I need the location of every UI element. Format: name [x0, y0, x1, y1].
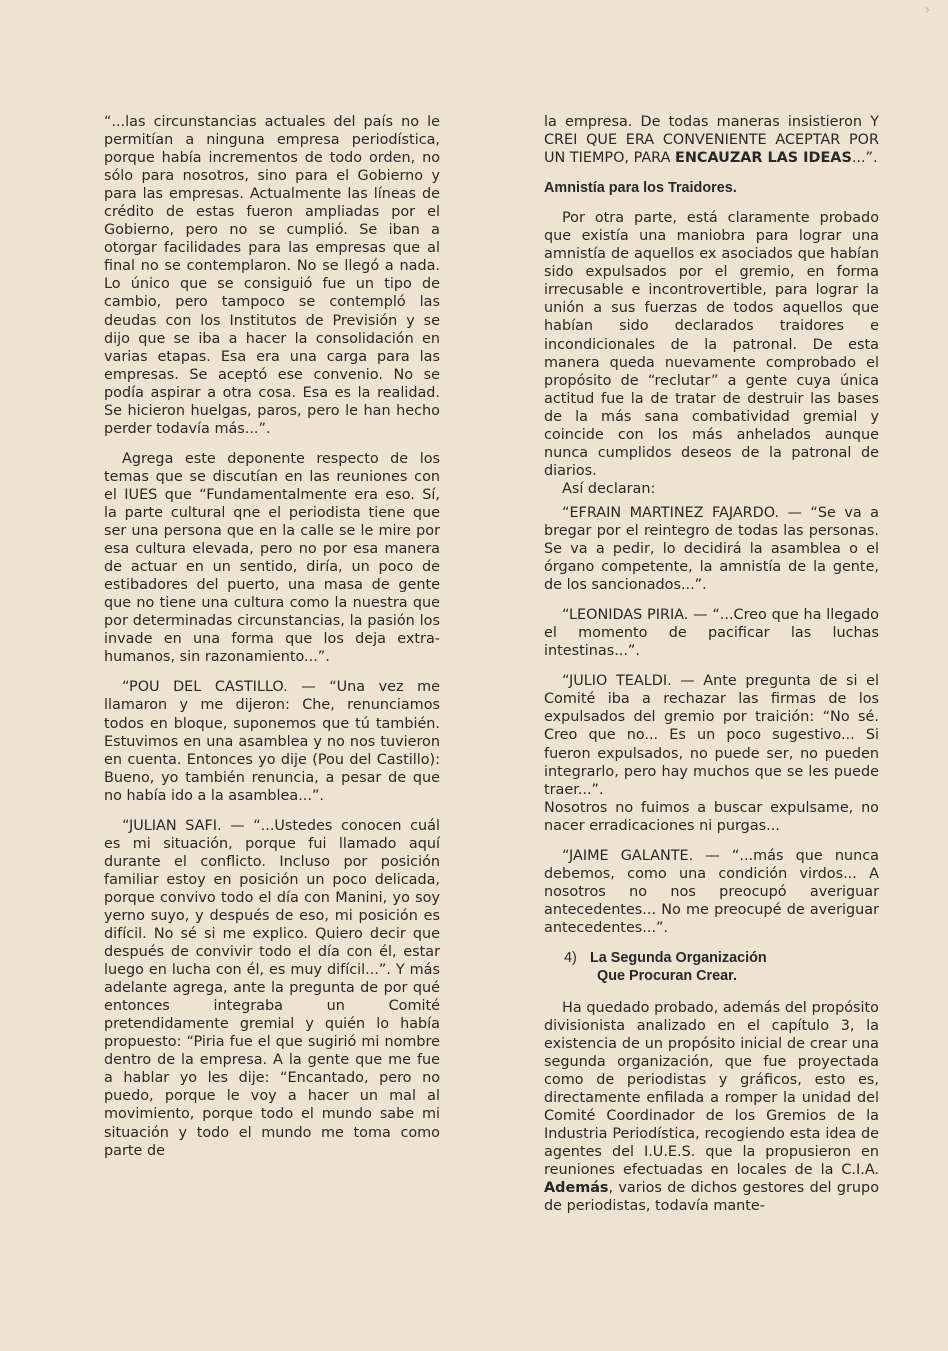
page-corner-mark: ›: [924, 2, 930, 18]
testimony-efrain-martinez: “EFRAIN MARTINEZ FAJARDO. — “Se va a bregar por el reintegro de todas las personas. Se va a pedir, lo decidirá la asamblea o el órgano competente, la amnistía de la gente, de los sancionados...”.: [544, 504, 879, 594]
testimony-pou-del-castillo: “POU DEL CASTILLO. — “Una vez me llamaron y me dijeron: Che, renunciamos todos en bloque, suponemos que tú también. Estuvimos en una asamblea y no nos tuvieron en cuenta. Entonces yo dije (Pou del Castillo): Bueno, yo también renuncia, a pesar de que no había ido a la asamblea...”.: [104, 679, 440, 804]
continuation-end: ...”.: [851, 150, 878, 167]
section-number: 4): [564, 949, 577, 966]
heading-amnistia: Amnistía para los Traidores.: [544, 180, 737, 197]
continuation-paragraph: [544, 113, 879, 167]
section-title-line-2: Que Procuran Crear.: [597, 967, 737, 984]
continuation-bold-text: ENCAUZAR LAS IDEAS: [675, 150, 852, 167]
quote-paragraph-1: “...las circunstancias actuales del país no le permitían a ninguna empresa periodística, porque había incrementos de todo orden, no sólo para nosotros, sino para el Gobierno y para las empresas. Actualmente las líneas de crédito de estas fueron ampliadas por el Gobierno, pero no se cumplió. Se iban a otorgar facilidades para las empresas que al final no se contemplaron. No se llegó a nada. Lo único que se consiguió fue un tipo de cambio, pero tampoco se contempló las deudas con los Institutos de Previsión y se dijo que se iba a hacer la consolidación en varias etapas. Esa era una carga para las empresas. Se aceptó ese convenio. No se podía aspirar a otra cosa. Esa es la realidad. Se hicieron huelgas, paros, pero le han hecho perder todavía más...”.: [104, 114, 440, 437]
paragraph-nosotros: Nosotros no fuimos a buscar expulsame, no nacer erradicaciones ni purgas...: [544, 799, 879, 834]
testimony-jaime-galante: “JAIME GALANTE. — “...más que nunca debemos, como una condición virdos... A nosotros no nos preocupó averiguar antecedentes... No me preocupé de averiguar antecedentes...”.: [544, 847, 879, 936]
testimony-leonidas-piria: “LEONIDAS PIRIA. — “...Creo que ha llegado el momento de pacificar las luchas intestinas...”.: [544, 607, 879, 660]
section-title-line-1: La Segunda Organización: [590, 949, 767, 966]
section-heading-4: [544, 949, 879, 985]
testimony-julian-safi: “JULIAN SAFI. — “...Ustedes conocen cuál es mi situación, porque fui llamado aquí durante el conflicto. Incluso por posición familiar estoy en posición un poco delicada, porque convivo todo el día con Manini, yo soy yerno suyo, y después de eso, mi posición es difícil. No sé si me explico. Quiero decir que después de convivir todo el día con él, estar luego en lucha con él, es muy difícil...”. Y más adelante agrega, ante la pregunta de por qué entonces integraba un Comité pretendidamente gremial y quién lo había propuesto: “Piria fue el que sugirió mi nombre dentro de la empresa. A la gente que me fue a hablar yo les dije: “Encantado, pero no puedo, porque le voy a hacer un mal al movimiento, porque todo el mundo sabe mi situación y todo el mundo me toma como parte de: [104, 817, 440, 1159]
paragraph-amnistia: Por otra parte, está claramente probado que existía una maniobra para lograr una amnistía de aquellos ex asociados que habían sido expulsados por el gremio, en forma irrecusable e incontrovertible, para lograr la unión a sus fuerzas de todos aquellos que habían sido declarados traidores e incondicionales de la patronal. De esta manera queda nuevamente comprobado el propósito de “reclutar” a gente cuya única actitud fue la de tratar de destruir las bases de la más sana combatividad gremial y coincide con los más anhelados aunque nunca cumplidos deseos de la patronal de diarios.: [544, 210, 879, 479]
paragraph-segunda-bold: Además: [544, 1180, 609, 1197]
left-column: [104, 113, 440, 1172]
continuation-text: la empresa. De todas maneras insistieron Y CREI QUE ERA CONVENIENTE ACEPTAR POR UN TIEMPO, PARA: [544, 114, 879, 167]
paragraph-agrega: Agrega este deponente respecto de los temas que se discutían en las reuniones con el IUES que “Fundamentalmente era eso. Sí, la parte cultural qne el periodista tiene que ser una persona que en la calle se le mire por esa cultura elevada, pero no por esa manera de actuar en un sentido, diría, un poco de estibadores del puerto, una masa de gente que no tiene una cultura como la nuestra que por determinadas circunstancias, la pasión los invade en una forma que los deja extra-humanos, sin razonamiento...”.: [104, 450, 440, 666]
testimony-julio-tealdi: “JULIO TEALDI. — Ante pregunta de si el Comité iba a rechazar las firmas de los expulsados del gremio por traición: “No sé. Creo que no... Es un poco sugestivo... Si fueron expulsados, no puede ser, no pueden integrarlo, pero hay muchos que se les puede traer...”.: [544, 673, 879, 798]
paragraph-segunda-text-b: , varios de dichos gestores del grupo de periodistas, todavía mante-: [544, 1180, 879, 1215]
paragraph-segunda-organizacion: [544, 999, 879, 1216]
paragraph-asi-declaran: Así declaran:: [562, 480, 656, 497]
right-column: [544, 113, 879, 1228]
paragraph-segunda-text-a: Ha quedado probado, además del propósito divisionista analizado en el capítulo 3, la existencia de un propósito inicial de crear una segunda organización, que fue proyectada como de periodistas y gráficos, esto es, directamente enfilada a romper la unidad del Comité Coordinador de los Gremios de la Industria Periodística, recogiendo esta idea de agentes del I.U.E.S. que la propusieron en reuniones efectuadas en locales de la C.I.A.: [544, 999, 879, 1179]
